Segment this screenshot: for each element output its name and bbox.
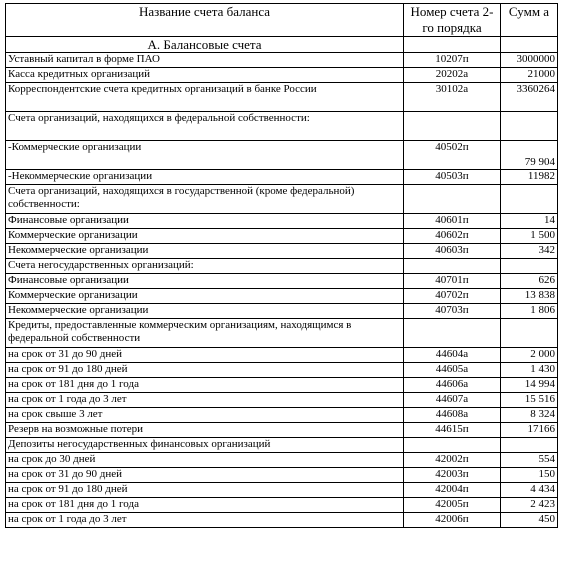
- account-number: 42003п: [404, 468, 501, 483]
- table-row: [6, 363, 558, 378]
- account-name: на срок до 30 дней: [6, 453, 404, 468]
- account-amount: 1 500: [501, 229, 558, 244]
- table-row: [6, 423, 558, 438]
- account-amount: 626: [501, 274, 558, 289]
- table-row: [6, 498, 558, 513]
- empty-cell: [404, 259, 501, 274]
- table-row: [6, 170, 558, 185]
- balance-accounts-table: [5, 3, 558, 528]
- group-heading: Кредиты, предоставленные коммерческим организациям, находящимся в федеральной собственности: [6, 319, 404, 348]
- account-amount: 79 904: [501, 141, 558, 170]
- table-row: [6, 319, 558, 348]
- account-name: Уставный капитал в форме ПАО: [6, 53, 404, 68]
- table-row: [6, 408, 558, 423]
- empty-cell: [404, 37, 501, 53]
- account-amount: 150: [501, 468, 558, 483]
- account-name: на срок от 181 дня до 1 года: [6, 378, 404, 393]
- table-row: [6, 68, 558, 83]
- account-name: Резерв на возможные потери: [6, 423, 404, 438]
- table-row: [6, 259, 558, 274]
- account-number: 44606а: [404, 378, 501, 393]
- account-amount: 2 000: [501, 348, 558, 363]
- account-number: 42006п: [404, 513, 501, 528]
- account-name: Финансовые организации: [6, 214, 404, 229]
- table-body: [6, 37, 558, 528]
- table-row: [6, 274, 558, 289]
- account-amount: 554: [501, 453, 558, 468]
- account-name: Коммерческие организации: [6, 229, 404, 244]
- account-number: 40703п: [404, 304, 501, 319]
- group-heading: Депозиты негосударственных финансовых организаций: [6, 438, 404, 453]
- table-row: [6, 453, 558, 468]
- account-name: Некоммерческие организации: [6, 304, 404, 319]
- account-name: Некоммерческие организации: [6, 244, 404, 259]
- table-row: [6, 348, 558, 363]
- account-amount: 4 434: [501, 483, 558, 498]
- account-amount: 1 806: [501, 304, 558, 319]
- account-number: 44608а: [404, 408, 501, 423]
- account-number: 10207п: [404, 53, 501, 68]
- empty-cell: [404, 438, 501, 453]
- account-amount: 342: [501, 244, 558, 259]
- account-name: на срок от 31 до 90 дней: [6, 468, 404, 483]
- table-row: [6, 378, 558, 393]
- account-amount: 17166: [501, 423, 558, 438]
- table-row: [6, 141, 558, 170]
- account-amount: 2 423: [501, 498, 558, 513]
- empty-cell: [501, 112, 558, 141]
- empty-cell: [501, 319, 558, 348]
- account-amount: 14: [501, 214, 558, 229]
- table-row: [6, 214, 558, 229]
- table-row: [6, 83, 558, 112]
- table-row: [6, 53, 558, 68]
- header-account-name: Название счета баланса: [6, 4, 404, 37]
- account-name: Касса кредитных организаций: [6, 68, 404, 83]
- empty-cell: [501, 37, 558, 53]
- empty-cell: [501, 259, 558, 274]
- group-heading: Счета негосударственных организаций:: [6, 259, 404, 274]
- table-row: [6, 244, 558, 259]
- empty-cell: [404, 185, 501, 214]
- table-row: [6, 513, 558, 528]
- table-row: [6, 37, 558, 53]
- account-name: на срок от 1 года до 3 лет: [6, 393, 404, 408]
- account-name: на срок от 31 до 90 дней: [6, 348, 404, 363]
- empty-cell: [404, 319, 501, 348]
- section-title: А. Балансовые счета: [6, 37, 404, 53]
- header-row: [6, 4, 558, 37]
- account-number: 42005п: [404, 498, 501, 513]
- header-sum: Сумм а: [501, 4, 558, 37]
- account-amount: 15 516: [501, 393, 558, 408]
- table-row: [6, 289, 558, 304]
- account-name: на срок от 91 до 180 дней: [6, 363, 404, 378]
- account-amount: 8 324: [501, 408, 558, 423]
- table-row: [6, 468, 558, 483]
- empty-cell: [501, 438, 558, 453]
- table-row: [6, 185, 558, 214]
- account-name: Коммерческие организации: [6, 289, 404, 304]
- account-name: -Некоммерческие организации: [6, 170, 404, 185]
- account-number: 40602п: [404, 229, 501, 244]
- account-amount: 3360264: [501, 83, 558, 112]
- table-row: [6, 483, 558, 498]
- group-heading: Счета организаций, находящихся в федеральной собственности:: [6, 112, 404, 141]
- account-number: 40502п: [404, 141, 501, 170]
- account-amount: 1 430: [501, 363, 558, 378]
- table-row: [6, 393, 558, 408]
- account-name: на срок свыше 3 лет: [6, 408, 404, 423]
- account-number: 44615п: [404, 423, 501, 438]
- account-name: на срок от 91 до 180 дней: [6, 483, 404, 498]
- account-amount: 11982: [501, 170, 558, 185]
- account-number: 30102а: [404, 83, 501, 112]
- table-row: [6, 438, 558, 453]
- account-number: 40601п: [404, 214, 501, 229]
- account-number: 40701п: [404, 274, 501, 289]
- account-amount: 3000000: [501, 53, 558, 68]
- empty-cell: [404, 112, 501, 141]
- account-number: 44605а: [404, 363, 501, 378]
- account-number: 20202а: [404, 68, 501, 83]
- account-number: 40702п: [404, 289, 501, 304]
- account-amount: 450: [501, 513, 558, 528]
- account-number: 42002п: [404, 453, 501, 468]
- empty-cell: [501, 185, 558, 214]
- table-row: [6, 229, 558, 244]
- account-number: 44604а: [404, 348, 501, 363]
- account-amount: 13 838: [501, 289, 558, 304]
- table-row: [6, 112, 558, 141]
- account-amount: 14 994: [501, 378, 558, 393]
- account-name: на срок от 181 дня до 1 года: [6, 498, 404, 513]
- account-name: на срок от 1 года до 3 лет: [6, 513, 404, 528]
- table-row: [6, 304, 558, 319]
- account-number: 40603п: [404, 244, 501, 259]
- account-name: Корреспондентские счета кредитных организаций в банке России: [6, 83, 404, 112]
- account-number: 40503п: [404, 170, 501, 185]
- group-heading: Счета организаций, находящихся в государственной (кроме федеральной) собственности:: [6, 185, 404, 214]
- header-account-number: Номер счета 2-го порядка: [404, 4, 501, 37]
- account-amount: 21000: [501, 68, 558, 83]
- account-number: 42004п: [404, 483, 501, 498]
- account-name: Финансовые организации: [6, 274, 404, 289]
- account-number: 44607а: [404, 393, 501, 408]
- account-name: -Коммерческие организации: [6, 141, 404, 170]
